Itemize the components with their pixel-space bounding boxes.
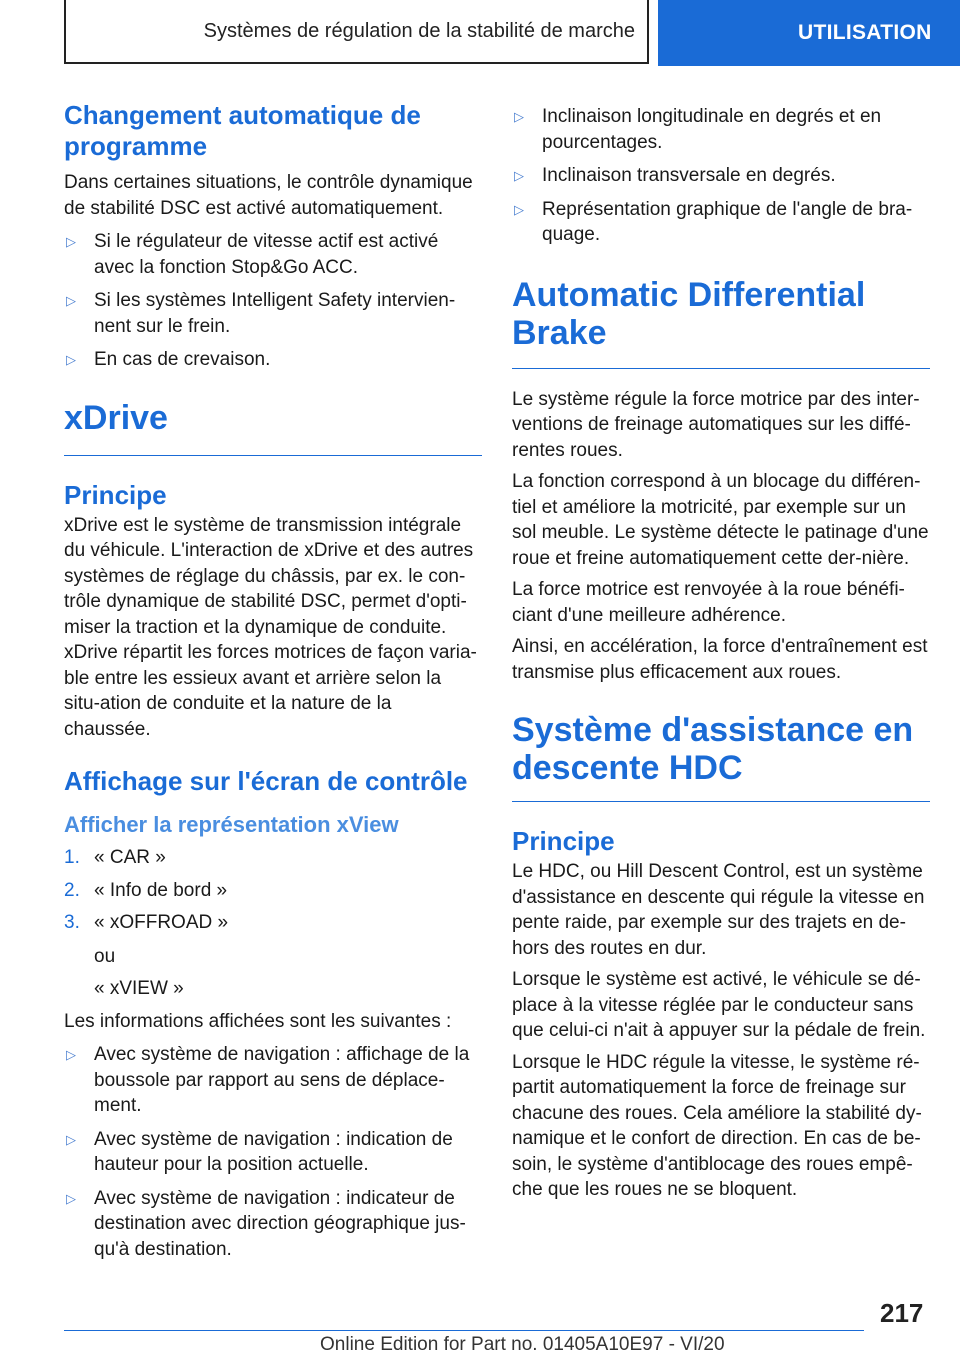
steps-list — [64, 845, 482, 936]
adb-paragraph-1: Le système régule la force motrice par des inter-ventions de freinage automatiques sur les diffé-rentes roues. — [512, 388, 920, 461]
section-divider — [64, 455, 482, 456]
step-or: ou — [94, 945, 116, 967]
xview-info-list — [512, 104, 930, 248]
left-column — [64, 100, 482, 1270]
section-divider — [512, 368, 930, 369]
list-item: ▷ Représentation graphique de l'angle de bra-quage. — [514, 198, 913, 245]
list-item: 1. « CAR » — [64, 847, 166, 868]
xdrive-heading: xDrive — [64, 398, 168, 437]
chapter-title: Systèmes de régulation de la stabilité de marche — [64, 0, 649, 64]
section-tab[interactable]: UTILISATION — [658, 0, 960, 66]
list-item: ▷ Avec système de navigation : indicateur de destination avec direction géographique jus-qu'à destination. — [66, 1187, 466, 1260]
hdc-paragraph-2: Lorsque le système est activé, le véhicule se dé-place à la vitesse réglée par le conducteur sans que celui-ci n'ait à appuyer sur la pédale de frein. — [512, 969, 926, 1041]
principe-paragraph-2: xDrive répartit les forces motrices de façon varia-ble entre les essieux avant et arrière selon la situ-ation de conduite et la nature de la chaussée. — [64, 642, 477, 740]
list-item: ▷ Avec système de navigation : indication de hauteur pour la position actuelle. — [66, 1128, 453, 1175]
adb-paragraph-2: La fonction correspond à un blocage du différen-tiel et améliore la motricité, par exemple sur un sol meuble. Le système détecte le patinage d'une roue et freine automatiquement cette der-nière. — [512, 471, 929, 569]
triangle-right-icon: ▷ — [66, 234, 76, 249]
adb-paragraph-4: Ainsi, en accélération, la force d'entraînement est transmise plus efficacement aux roues. — [512, 636, 928, 683]
hdc-heading: Système d'assistance en descente HDC — [512, 711, 914, 787]
adb-heading: Automatic Differential Brake — [512, 275, 866, 352]
principe-paragraph-1: xDrive est le système de transmission intégrale du véhicule. L'interaction de xDrive et des autres systèmes de réglage du châssis, par ex. le con-trôle dynamique de stabilité DSC, permet d'opti-miser la traction et la dynamique de conduite. — [64, 514, 474, 638]
footer-edition: Online Edition for Part no. 01405A10E97 - VI/20 — [320, 1334, 725, 1355]
hdc-paragraph-3: Lorsque le HDC régule la vitesse, le système ré-partit automatiquement la force de freinage sur chacune des roues. Cela améliore la stabilité dy-namique et le confort de direction. En cas de be-soin, le système d'antiblocage des roues empê-che que les roues ne se bloquent. — [512, 1051, 922, 1200]
info-list — [64, 1042, 482, 1262]
footer-divider — [64, 1330, 864, 1331]
afficher-subheading: Afficher la représentation xView — [64, 812, 399, 837]
info-intro: Les informations affichées sont les suivantes : — [64, 1010, 452, 1032]
list-item: 3. « xOFFROAD » — [64, 912, 229, 933]
page-header — [0, 0, 960, 66]
triangle-right-icon: ▷ — [514, 201, 524, 217]
list-item: ▷ Avec système de navigation : affichage de la boussole par rapport au sens de déplace-ment. — [66, 1044, 470, 1116]
principe-heading: Principe — [64, 479, 167, 510]
section-divider — [512, 801, 930, 802]
list-item: ▷ En cas de crevaison. — [64, 347, 482, 373]
adb-paragraph-3: La force motrice est renvoyée à la roue bénéfi-ciant d'une meilleure adhérence. — [512, 579, 905, 626]
hdc-principe-heading: Principe — [512, 826, 615, 856]
triangle-right-icon: ▷ — [66, 352, 76, 367]
step-alternative: « xVIEW » — [94, 978, 184, 999]
list-item: ▷ Inclinaison transversale en degrés. — [512, 163, 930, 189]
triangle-right-icon: ▷ — [514, 109, 524, 124]
list-item: ▷ Si les systèmes Intelligent Safety intervien-nent sur le frein. — [66, 290, 456, 337]
hdc-paragraph-1: Le HDC, ou Hill Descent Control, est un système d'assistance en descente qui régule la vitesse en pente raide, par exemple sur des trajets en de-hors des routes en dur. — [512, 861, 925, 959]
right-column — [512, 100, 930, 1209]
auto-program-list — [64, 229, 482, 373]
list-item: ▷ Si le régulateur de vitesse actif est activé avec la fonction Stop&Go ACC. — [66, 231, 439, 278]
triangle-right-icon: ▷ — [66, 293, 76, 308]
page-number: 217 — [880, 1298, 924, 1328]
affichage-heading: Affichage sur l'écran de contrôle — [64, 766, 468, 796]
triangle-right-icon: ▷ — [66, 1190, 76, 1206]
list-item: ▷ Inclinaison longitudinale en degrés et en pourcentages. — [514, 106, 882, 153]
auto-program-heading: Changement automatique de programme — [64, 100, 421, 161]
list-item: 2. « Info de bord » — [64, 879, 228, 901]
triangle-right-icon: ▷ — [66, 1047, 76, 1062]
triangle-right-icon: ▷ — [66, 1131, 76, 1147]
triangle-right-icon: ▷ — [514, 168, 524, 183]
auto-program-intro: Dans certaines situations, le contrôle dynamique de stabilité DSC est activé automatiquement. — [64, 172, 473, 219]
